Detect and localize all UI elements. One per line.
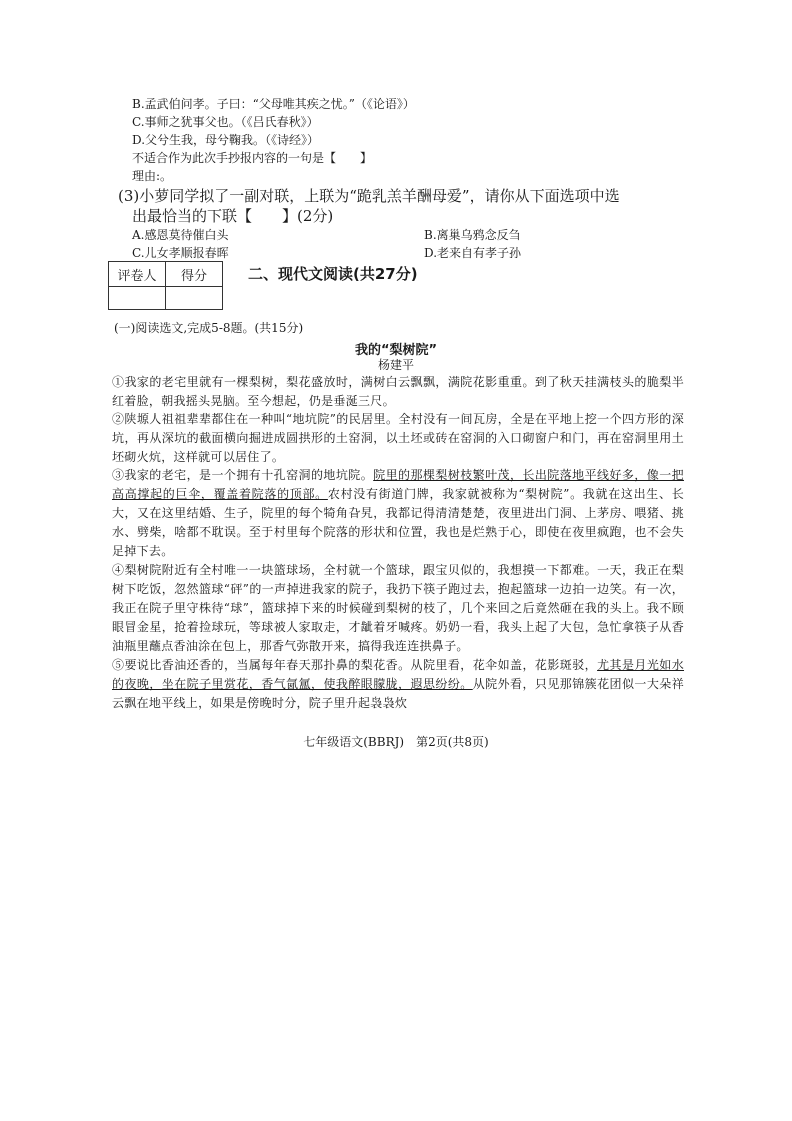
reason-line: 理由:。 [132,169,173,183]
paragraph-3-underlined: 院里的那棵梨树枝繁叶茂，长出院落地平线好多，像一把高高撑起的巨伞，覆盖着院落的顶部。 [112,468,684,501]
paragraph-5-underlined: 尤其是月光如水的夜晚，坐在院子里赏花，香气氤氲，使我醉眼朦胧，遐思纷纷。 [112,658,685,691]
q3-option-b: B.离巢乌鸦念反刍 [424,228,521,242]
option-d: D.父兮生我，母兮鞠我。（《诗经》） [132,133,320,147]
paragraph-3-end: 农村没有街道门牌，我家就被称为“梨树院”。我就在这出生、长大，又在这里结婚、生子，院里的每个犄角旮旯，我都记得清清楚楚，夜里进出门洞、上茅房、喂猪、挑水、劈柴，啥都不耽误。至于村里每个院落的形状和位置，我也是烂熟于心，即使在夜里疯跑，也不会失足掉下去。 [112,487,684,558]
question-text: 不适合作为此次手抄报内容的一句是【 】 [132,151,373,165]
q3-option-c: C.儿女孝顺报春晖 [132,246,229,260]
page-footer: 七年级语文(BBRJ) 第2页(共8页) [303,735,489,749]
paragraph-5-start: ⑤要说比香油还香的，当属每年春天那扑鼻的梨花香。从院里看，花伞如盖，花影斑驳， [112,658,598,672]
section-title: 二、现代文阅读(共27分) [248,265,418,283]
paragraph-2: ②陕塬人祖祖辈辈都住在一种叫“地坑院”的民居里。全村没有一间瓦房，全是在平地上挖一个四方形的深坑，再从深坑的截面横向掘进成圆拱形的土窑洞，以土坯或砖在窑洞的入口砌窗户和门，再在窑洞里用土坯砌火炕，这样就可以居住了。 [112,412,684,464]
reviewer-cell [109,287,166,310]
reviewer-header: 评卷人 [109,262,166,287]
option-b: B.孟武伯问孝。子曰：“父母唯其疾之忧。”（《论语》） [132,97,415,111]
option-c: C.事师之犹事父也。（《吕氏春秋》） [132,115,319,129]
question-3-line1: (3)小萝同学拟了一副对联，上联为“跪乳羔羊酬母爱”，请你从下面选项中选 [118,187,620,205]
score-header: 得分 [166,262,223,287]
paragraph-3-start: ③我家的老宅，是一个拥有十孔窑洞的地坑院。 [112,468,374,482]
paragraph-1: ①我家的老宅里就有一棵梨树，梨花盛放时，满树白云飘飘，满院花影重重。到了秋天挂满枝头的脆梨半红着脸，朝我摇头晃脑。至今想起，仍是垂涎三尺。 [112,375,684,408]
q3-option-d: D.老来自有孝子孙 [424,246,522,260]
paragraph-4: ④梨树院附近有全村唯一一块篮球场，全村就一个篮球，跟宝贝似的，我想摸一下都难。一天，我正在梨树下吃饭，忽然篮球“砰”的一声掉进我家的院子，我扔下筷子跑过去，抱起篮球一边拍一边笑。有一次，我正在院子里守株待“球”，篮球掉下来的时候碰到梨树的枝了，几个来回之后竟然砸在我的头上。我不顾眼冒金星，抢着捡球玩，等球被人家取走，才龇着牙喊疼。奶奶一看，我头上起了大包，急忙拿筷子从香油瓶里蘸点香油涂在包上，那香气弥散开来，搞得我连连拱鼻子。 [112,563,684,653]
article-title: 我的“梨树院” [354,343,438,358]
score-cell [166,287,223,310]
q3-option-a: A.感恩莫待催白头 [132,228,229,242]
subsection-instruction: (一)阅读选文,完成5-8题。(共15分) [114,321,304,335]
paragraph-5 [112,656,684,713]
article-author: 杨建平 [377,358,414,372]
paragraph-3 [112,466,684,561]
paragraph-5-end: 从院外看，只见那锦簇花团似一大朵祥云飘在地平线上，如果是傍晚时分，院子里升起袅袅炊 [112,677,685,710]
question-3-line2: 出最恰当的下联【 】(2分) [132,207,334,225]
score-table [108,261,223,310]
